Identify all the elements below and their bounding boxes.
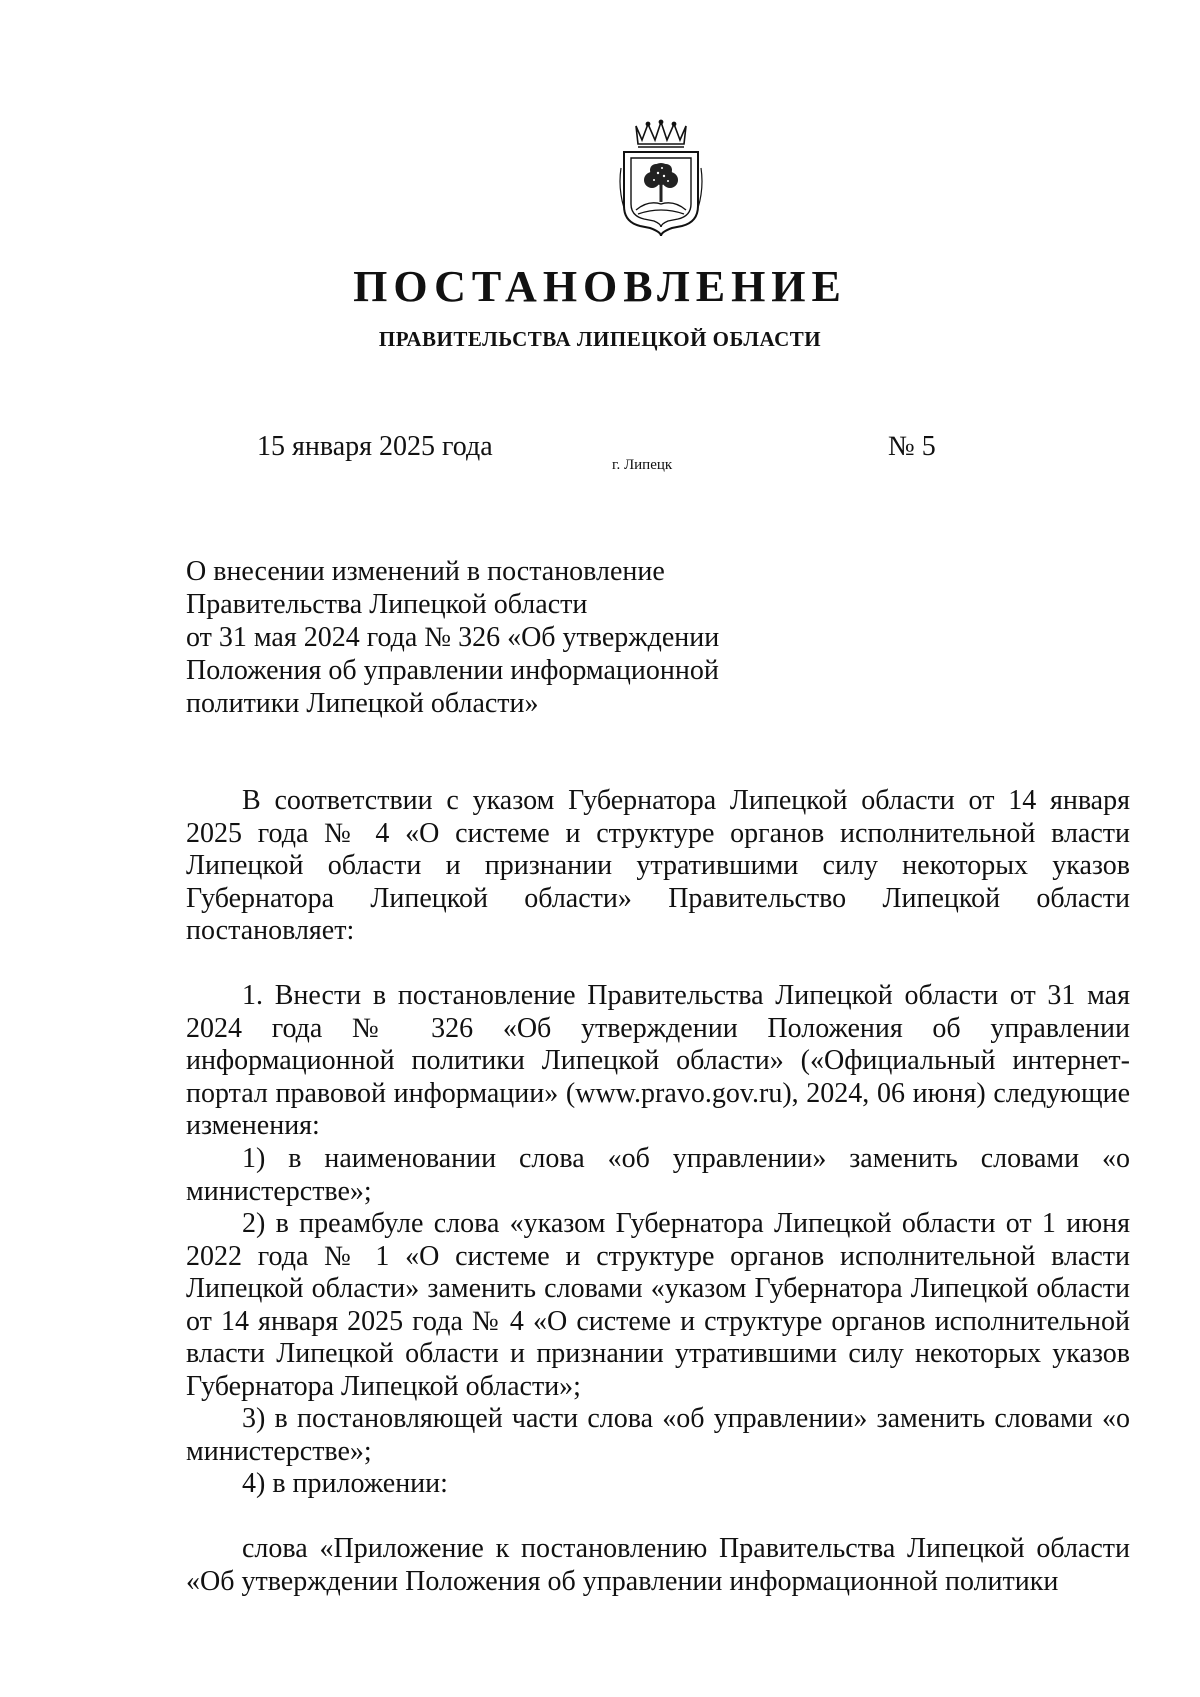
subitem-2-paragraph: 2) в преамбуле слова «указом Губернатора Липецкой области от 1 июня 2022 года № 1 «О системе и структуре органов исполнительной власти Липецкой области» заменить словами «указом Губернатора Липецкой области от 14 января 2025 года № 4 «О системе и структуре органов исполнительной власти Липецкой области и признании утратившими силу некоторых указов Губернатора Липецкой области»; bbox=[186, 1208, 1130, 1402]
heading-line: Положения об управлении информационной bbox=[186, 655, 719, 686]
heading-line: политики Липецкой области» bbox=[186, 688, 539, 719]
lipetsk-coat-of-arms-icon bbox=[618, 118, 704, 240]
subitem-1-paragraph: 1) в наименовании слова «об управлении» заменить словами «о министерстве»; bbox=[186, 1143, 1130, 1207]
document-heading bbox=[186, 555, 786, 720]
document-city: г. Липецк bbox=[612, 457, 673, 473]
heading-line: О внесении изменений в постановление bbox=[186, 556, 665, 587]
document-number: № 5 bbox=[888, 431, 936, 462]
document-title: ПОСТАНОВЛЕНИЕ bbox=[353, 262, 847, 311]
preamble-paragraph: В соответствии с указом Губернатора Липецкой области от 14 января 2025 года № 4 «О системе и структуре органов исполнительной власти Липецкой области и признании утратившими силу некоторых указов Губернатора Липецкой области» Правительство Липецкой области постановляет: bbox=[186, 785, 1130, 946]
heading-line: от 31 мая 2024 года № 326 «Об утверждении bbox=[186, 622, 720, 653]
subitem-4-text-paragraph: слова «Приложение к постановлению Правительства Липецкой области «Об утверждении Положения об управлении информационной политики bbox=[186, 1533, 1130, 1597]
subitem-4-paragraph: 4) в приложении: bbox=[242, 1468, 448, 1499]
subitem-3-paragraph: 3) в постановляющей части слова «об управлении» заменить словами «о министерстве»; bbox=[186, 1403, 1130, 1467]
heading-line: Правительства Липецкой области bbox=[186, 589, 588, 620]
item-1-paragraph: 1. Внести в постановление Правительства Липецкой области от 31 мая 2024 года № 326 «Об утверждении Положения об управлении информационной политики Липецкой области» («Официальный интернет-портал правовой информации» (www.pravo.gov.ru), 2024, 06 июня) следующие изменения: bbox=[186, 980, 1130, 1141]
document-date: 15 января 2025 года bbox=[257, 431, 493, 462]
document-subtitle: ПРАВИТЕЛЬСТВА ЛИПЕЦКОЙ ОБЛАСТИ bbox=[378, 327, 822, 351]
